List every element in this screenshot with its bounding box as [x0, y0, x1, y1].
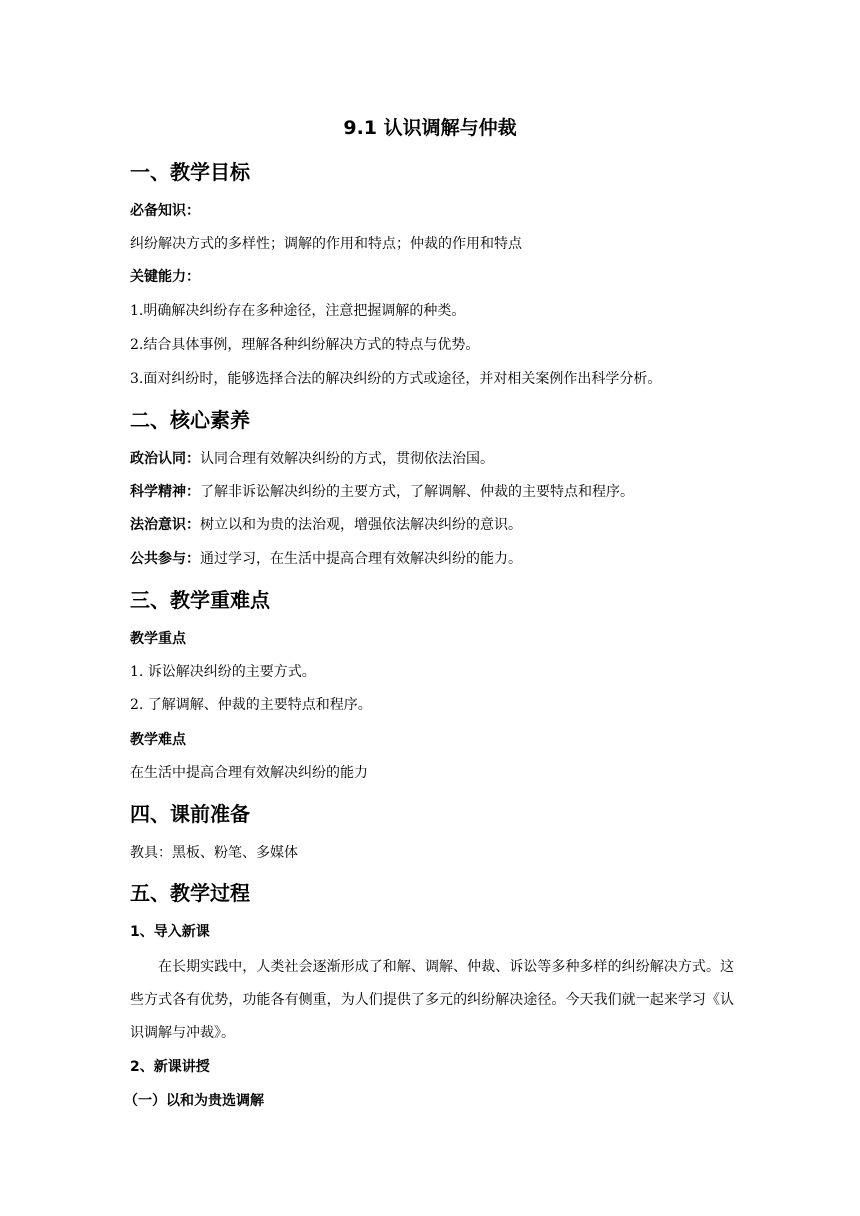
teaching-difficult-label: 教学难点 [130, 732, 186, 748]
literacy-item-text: 认同合理有效解决纠纷的方式，贯彻依法治国。 [200, 451, 494, 467]
literacy-item [130, 514, 522, 536]
teaching-difficult-text: 在生活中提高合理有效解决纠纷的能力 [130, 765, 368, 781]
subsection-label: （一）以和为贵选调解 [124, 1093, 264, 1109]
key-ability-label: 关键能力： [130, 269, 200, 285]
literacy-item-text: 树立以和为贵的法治观，增强依法解决纠纷的意识。 [200, 517, 522, 533]
section-heading-process: 五、教学过程 [130, 881, 250, 905]
literacy-item-text: 了解非诉讼解决纠纷的主要方式，了解调解、仲裁的主要特点和程序。 [200, 484, 634, 500]
intro-paragraph: 在长期实践中，人类社会逐渐形成了和解、调解、仲裁、诉讼等多种多样的纠纷解决方式。这些方式各有优势，功能各有侧重，为人们提供了多元的纠纷解决途径。今天我们就一起来学习《认识调解与冲裁》。 [130, 959, 734, 1041]
literacy-item-label: 政治认同： [130, 451, 200, 467]
essential-knowledge-label: 必备知识： [130, 203, 200, 219]
section-heading-core-literacy: 二、核心素养 [130, 408, 250, 432]
literacy-item-label: 科学精神： [130, 484, 200, 500]
key-ability-item: 3.面对纠纷时，能够选择合法的解决纠纷的方式或途径，并对相关案例作出科学分析。 [130, 371, 662, 387]
teaching-key-item: 2. 了解调解、仲裁的主要特点和程序。 [130, 697, 372, 713]
step-label-intro: 1、导入新课 [130, 924, 210, 940]
literacy-item-text: 通过学习，在生活中提高合理有效解决纠纷的能力。 [200, 551, 522, 567]
literacy-item-label: 公共参与： [130, 551, 200, 567]
literacy-item [130, 481, 634, 503]
key-ability-item: 1.明确解决纠纷存在多种途径，注意把握调解的种类。 [130, 303, 466, 319]
literacy-item [130, 448, 494, 470]
preparation-text: 教具：黑板、粉笔、多媒体 [130, 845, 298, 861]
section-heading-key-difficult: 三、教学重难点 [130, 588, 270, 612]
literacy-item [130, 548, 522, 570]
essential-knowledge-text: 纠纷解决方式的多样性；调解的作用和特点；仲裁的作用和特点 [130, 236, 522, 252]
document-title: 9.1 认识调解与仲裁 [343, 117, 517, 139]
literacy-item-label: 法治意识： [130, 517, 200, 533]
key-ability-item: 2.结合具体事例，理解各种纠纷解决方式的特点与优势。 [130, 337, 480, 353]
section-heading-objectives: 一、教学目标 [130, 160, 250, 184]
teaching-key-label: 教学重点 [130, 631, 186, 647]
teaching-key-item: 1. 诉讼解决纠纷的主要方式。 [130, 664, 316, 680]
step-label-new-lesson: 2、新课讲授 [130, 1059, 210, 1075]
section-heading-preparation: 四、课前准备 [130, 802, 250, 826]
